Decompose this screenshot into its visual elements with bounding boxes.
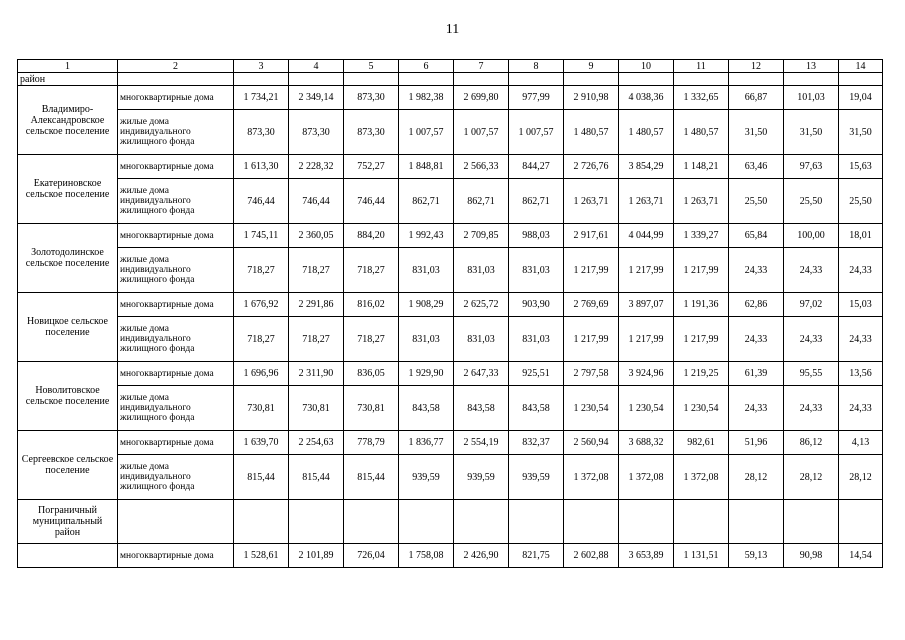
value-cell: 1 848,81 <box>399 155 454 179</box>
value-cell: 2 917,61 <box>564 224 619 248</box>
value-cell: 95,55 <box>784 362 839 386</box>
housing-type: жилые дома индивидуального жилищного фонда <box>118 248 234 293</box>
value-cell: 1 929,90 <box>399 362 454 386</box>
value-cell: 24,33 <box>729 317 784 362</box>
value-cell: 31,50 <box>839 110 883 155</box>
empty-cell <box>674 500 729 544</box>
value-cell: 939,59 <box>509 455 564 500</box>
column-header: 4 <box>289 60 344 73</box>
value-cell: 24,33 <box>729 248 784 293</box>
table-row <box>18 544 883 568</box>
value-cell: 746,44 <box>344 179 399 224</box>
value-cell: 90,98 <box>784 544 839 568</box>
empty-cell <box>118 500 234 544</box>
value-cell: 2 566,33 <box>454 155 509 179</box>
value-cell: 2 699,80 <box>454 86 509 110</box>
value-cell: 24,33 <box>784 317 839 362</box>
value-cell: 2 360,05 <box>289 224 344 248</box>
value-cell: 778,79 <box>344 431 399 455</box>
housing-type: многоквартирные дома <box>118 431 234 455</box>
value-cell: 1 230,54 <box>619 386 674 431</box>
value-cell: 97,63 <box>784 155 839 179</box>
table-row <box>18 386 883 431</box>
value-cell: 1 734,21 <box>234 86 289 110</box>
value-cell: 2 625,72 <box>454 293 509 317</box>
value-cell: 1 372,08 <box>674 455 729 500</box>
column-header: 6 <box>399 60 454 73</box>
value-cell: 1 217,99 <box>564 248 619 293</box>
page-number: 11 <box>445 22 460 37</box>
value-cell: 816,02 <box>344 293 399 317</box>
housing-type: многоквартирные дома <box>118 155 234 179</box>
table-row <box>18 155 883 179</box>
value-cell: 2 101,89 <box>289 544 344 568</box>
value-cell: 86,12 <box>784 431 839 455</box>
value-cell: 66,87 <box>729 86 784 110</box>
value-cell: 903,90 <box>509 293 564 317</box>
value-cell: 2 647,33 <box>454 362 509 386</box>
value-cell: 28,12 <box>839 455 883 500</box>
value-cell: 1 131,51 <box>674 544 729 568</box>
value-cell: 831,03 <box>454 248 509 293</box>
housing-type: многоквартирные дома <box>118 362 234 386</box>
settlement-name: Сергеевское сельское поселение <box>18 431 118 500</box>
value-cell: 873,30 <box>344 86 399 110</box>
empty-cell <box>234 500 289 544</box>
value-cell: 862,71 <box>454 179 509 224</box>
value-cell: 1 230,54 <box>564 386 619 431</box>
value-cell: 1 992,43 <box>399 224 454 248</box>
housing-type: жилые дома индивидуального жилищного фонда <box>118 179 234 224</box>
value-cell: 62,86 <box>729 293 784 317</box>
value-cell: 718,27 <box>344 317 399 362</box>
value-cell: 873,30 <box>234 110 289 155</box>
value-cell: 1 676,92 <box>234 293 289 317</box>
value-cell: 815,44 <box>344 455 399 500</box>
value-cell: 24,33 <box>839 317 883 362</box>
empty-cell <box>564 500 619 544</box>
settlement-name: Новолитовское сельское поселение <box>18 362 118 431</box>
value-cell: 1 528,61 <box>234 544 289 568</box>
column-header: 5 <box>344 60 399 73</box>
value-cell: 752,27 <box>344 155 399 179</box>
value-cell: 3 854,29 <box>619 155 674 179</box>
value-cell: 844,27 <box>509 155 564 179</box>
value-cell: 1 480,57 <box>619 110 674 155</box>
empty-cell <box>729 500 784 544</box>
tariff-table <box>17 59 883 568</box>
value-cell: 2 797,58 <box>564 362 619 386</box>
value-cell: 832,37 <box>509 431 564 455</box>
district-heading: Пограничный муниципальный район <box>18 500 118 544</box>
empty-cell <box>839 500 883 544</box>
value-cell: 14,54 <box>839 544 883 568</box>
value-cell: 1 372,08 <box>564 455 619 500</box>
housing-type: многоквартирные дома <box>118 224 234 248</box>
value-cell: 65,84 <box>729 224 784 248</box>
value-cell: 3 653,89 <box>619 544 674 568</box>
column-header: 3 <box>234 60 289 73</box>
value-cell: 24,33 <box>729 386 784 431</box>
value-cell: 1 613,30 <box>234 155 289 179</box>
value-cell: 718,27 <box>344 248 399 293</box>
value-cell: 2 554,19 <box>454 431 509 455</box>
value-cell: 1 263,71 <box>564 179 619 224</box>
value-cell: 925,51 <box>509 362 564 386</box>
settlement-name: Новицкое сельское поселение <box>18 293 118 362</box>
value-cell: 51,96 <box>729 431 784 455</box>
value-cell: 1 219,25 <box>674 362 729 386</box>
value-cell: 843,58 <box>399 386 454 431</box>
value-cell: 1 230,54 <box>674 386 729 431</box>
value-cell: 2 560,94 <box>564 431 619 455</box>
column-header: 12 <box>729 60 784 73</box>
value-cell: 2 602,88 <box>564 544 619 568</box>
value-cell: 718,27 <box>289 317 344 362</box>
value-cell: 1 339,27 <box>674 224 729 248</box>
column-number-row <box>18 60 883 73</box>
value-cell: 988,03 <box>509 224 564 248</box>
housing-type: жилые дома индивидуального жилищного фонда <box>118 110 234 155</box>
settlement-name: Владимиро-Александровское сельское поселение <box>18 86 118 155</box>
column-header: 2 <box>118 60 234 73</box>
table-row <box>18 455 883 500</box>
value-cell: 2 349,14 <box>289 86 344 110</box>
value-cell: 2 426,90 <box>454 544 509 568</box>
value-cell: 1 263,71 <box>674 179 729 224</box>
value-cell: 1 217,99 <box>619 317 674 362</box>
value-cell: 18,01 <box>839 224 883 248</box>
value-cell: 4 044,99 <box>619 224 674 248</box>
value-cell: 19,04 <box>839 86 883 110</box>
value-cell: 1 696,96 <box>234 362 289 386</box>
value-cell: 1 007,57 <box>509 110 564 155</box>
column-header: 1 <box>18 60 118 73</box>
value-cell: 1 191,36 <box>674 293 729 317</box>
value-cell: 1 372,08 <box>619 455 674 500</box>
column-header: 11 <box>674 60 729 73</box>
table-row <box>18 431 883 455</box>
value-cell: 13,56 <box>839 362 883 386</box>
table-row <box>18 86 883 110</box>
value-cell: 815,44 <box>234 455 289 500</box>
column-header: 8 <box>509 60 564 73</box>
value-cell: 862,71 <box>399 179 454 224</box>
settlement-name: Золотодолинское сельское поселение <box>18 224 118 293</box>
value-cell: 2 726,76 <box>564 155 619 179</box>
value-cell: 1 217,99 <box>674 248 729 293</box>
column-header: 14 <box>839 60 883 73</box>
district-label: район <box>18 73 118 86</box>
value-cell: 1 745,11 <box>234 224 289 248</box>
empty-cell <box>509 500 564 544</box>
value-cell: 59,13 <box>729 544 784 568</box>
housing-type: многоквартирные дома <box>118 544 234 568</box>
value-cell: 730,81 <box>344 386 399 431</box>
value-cell: 862,71 <box>509 179 564 224</box>
value-cell: 831,03 <box>509 248 564 293</box>
table-row <box>18 317 883 362</box>
value-cell: 939,59 <box>399 455 454 500</box>
value-cell: 1 148,21 <box>674 155 729 179</box>
value-cell: 25,50 <box>784 179 839 224</box>
value-cell: 977,99 <box>509 86 564 110</box>
table-row <box>18 110 883 155</box>
value-cell: 31,50 <box>784 110 839 155</box>
value-cell: 843,58 <box>509 386 564 431</box>
value-cell: 873,30 <box>344 110 399 155</box>
value-cell: 2 291,86 <box>289 293 344 317</box>
empty-cell <box>18 544 118 568</box>
value-cell: 730,81 <box>289 386 344 431</box>
value-cell: 1 758,08 <box>399 544 454 568</box>
value-cell: 873,30 <box>289 110 344 155</box>
value-cell: 982,61 <box>674 431 729 455</box>
value-cell: 1 007,57 <box>454 110 509 155</box>
housing-type: многоквартирные дома <box>118 293 234 317</box>
value-cell: 3 688,32 <box>619 431 674 455</box>
value-cell: 843,58 <box>454 386 509 431</box>
empty-cell <box>344 500 399 544</box>
value-cell: 1 263,71 <box>619 179 674 224</box>
column-header: 9 <box>564 60 619 73</box>
value-cell: 3 924,96 <box>619 362 674 386</box>
housing-type: жилые дома индивидуального жилищного фонда <box>118 386 234 431</box>
value-cell: 939,59 <box>454 455 509 500</box>
value-cell: 730,81 <box>234 386 289 431</box>
housing-type: жилые дома индивидуального жилищного фонда <box>118 317 234 362</box>
value-cell: 24,33 <box>784 386 839 431</box>
value-cell: 1 639,70 <box>234 431 289 455</box>
value-cell: 2 769,69 <box>564 293 619 317</box>
empty-cell <box>399 500 454 544</box>
value-cell: 718,27 <box>289 248 344 293</box>
table-row <box>18 179 883 224</box>
value-cell: 24,33 <box>839 248 883 293</box>
value-cell: 24,33 <box>839 386 883 431</box>
value-cell: 31,50 <box>729 110 784 155</box>
value-cell: 1 982,38 <box>399 86 454 110</box>
value-cell: 831,03 <box>509 317 564 362</box>
district-heading-row <box>18 500 883 544</box>
value-cell: 4,13 <box>839 431 883 455</box>
value-cell: 1 480,57 <box>564 110 619 155</box>
empty-cell <box>454 500 509 544</box>
value-cell: 15,03 <box>839 293 883 317</box>
value-cell: 25,50 <box>839 179 883 224</box>
value-cell: 746,44 <box>234 179 289 224</box>
settlement-name: Екатериновское сельское поселение <box>18 155 118 224</box>
value-cell: 1 217,99 <box>619 248 674 293</box>
value-cell: 815,44 <box>289 455 344 500</box>
value-cell: 884,20 <box>344 224 399 248</box>
column-header: 13 <box>784 60 839 73</box>
value-cell: 831,03 <box>454 317 509 362</box>
district-row <box>18 73 883 86</box>
value-cell: 1 007,57 <box>399 110 454 155</box>
empty-cell <box>619 500 674 544</box>
value-cell: 61,39 <box>729 362 784 386</box>
value-cell: 718,27 <box>234 248 289 293</box>
value-cell: 1 217,99 <box>564 317 619 362</box>
value-cell: 2 709,85 <box>454 224 509 248</box>
value-cell: 831,03 <box>399 248 454 293</box>
column-header: 10 <box>619 60 674 73</box>
value-cell: 831,03 <box>399 317 454 362</box>
value-cell: 2 910,98 <box>564 86 619 110</box>
value-cell: 28,12 <box>729 455 784 500</box>
housing-type: многоквартирные дома <box>118 86 234 110</box>
value-cell: 1 217,99 <box>674 317 729 362</box>
value-cell: 100,00 <box>784 224 839 248</box>
value-cell: 1 836,77 <box>399 431 454 455</box>
table-row <box>18 248 883 293</box>
value-cell: 24,33 <box>784 248 839 293</box>
value-cell: 1 480,57 <box>674 110 729 155</box>
value-cell: 63,46 <box>729 155 784 179</box>
column-header: 7 <box>454 60 509 73</box>
table-row <box>18 293 883 317</box>
value-cell: 97,02 <box>784 293 839 317</box>
empty-cell <box>784 500 839 544</box>
value-cell: 2 254,63 <box>289 431 344 455</box>
value-cell: 25,50 <box>729 179 784 224</box>
empty-cell <box>289 500 344 544</box>
value-cell: 836,05 <box>344 362 399 386</box>
value-cell: 1 908,29 <box>399 293 454 317</box>
value-cell: 718,27 <box>234 317 289 362</box>
value-cell: 101,03 <box>784 86 839 110</box>
value-cell: 28,12 <box>784 455 839 500</box>
value-cell: 821,75 <box>509 544 564 568</box>
value-cell: 15,63 <box>839 155 883 179</box>
value-cell: 1 332,65 <box>674 86 729 110</box>
table-row <box>18 224 883 248</box>
table-row <box>18 362 883 386</box>
value-cell: 2 311,90 <box>289 362 344 386</box>
housing-type: жилые дома индивидуального жилищного фонда <box>118 455 234 500</box>
value-cell: 746,44 <box>289 179 344 224</box>
value-cell: 3 897,07 <box>619 293 674 317</box>
value-cell: 726,04 <box>344 544 399 568</box>
value-cell: 2 228,32 <box>289 155 344 179</box>
value-cell: 4 038,36 <box>619 86 674 110</box>
